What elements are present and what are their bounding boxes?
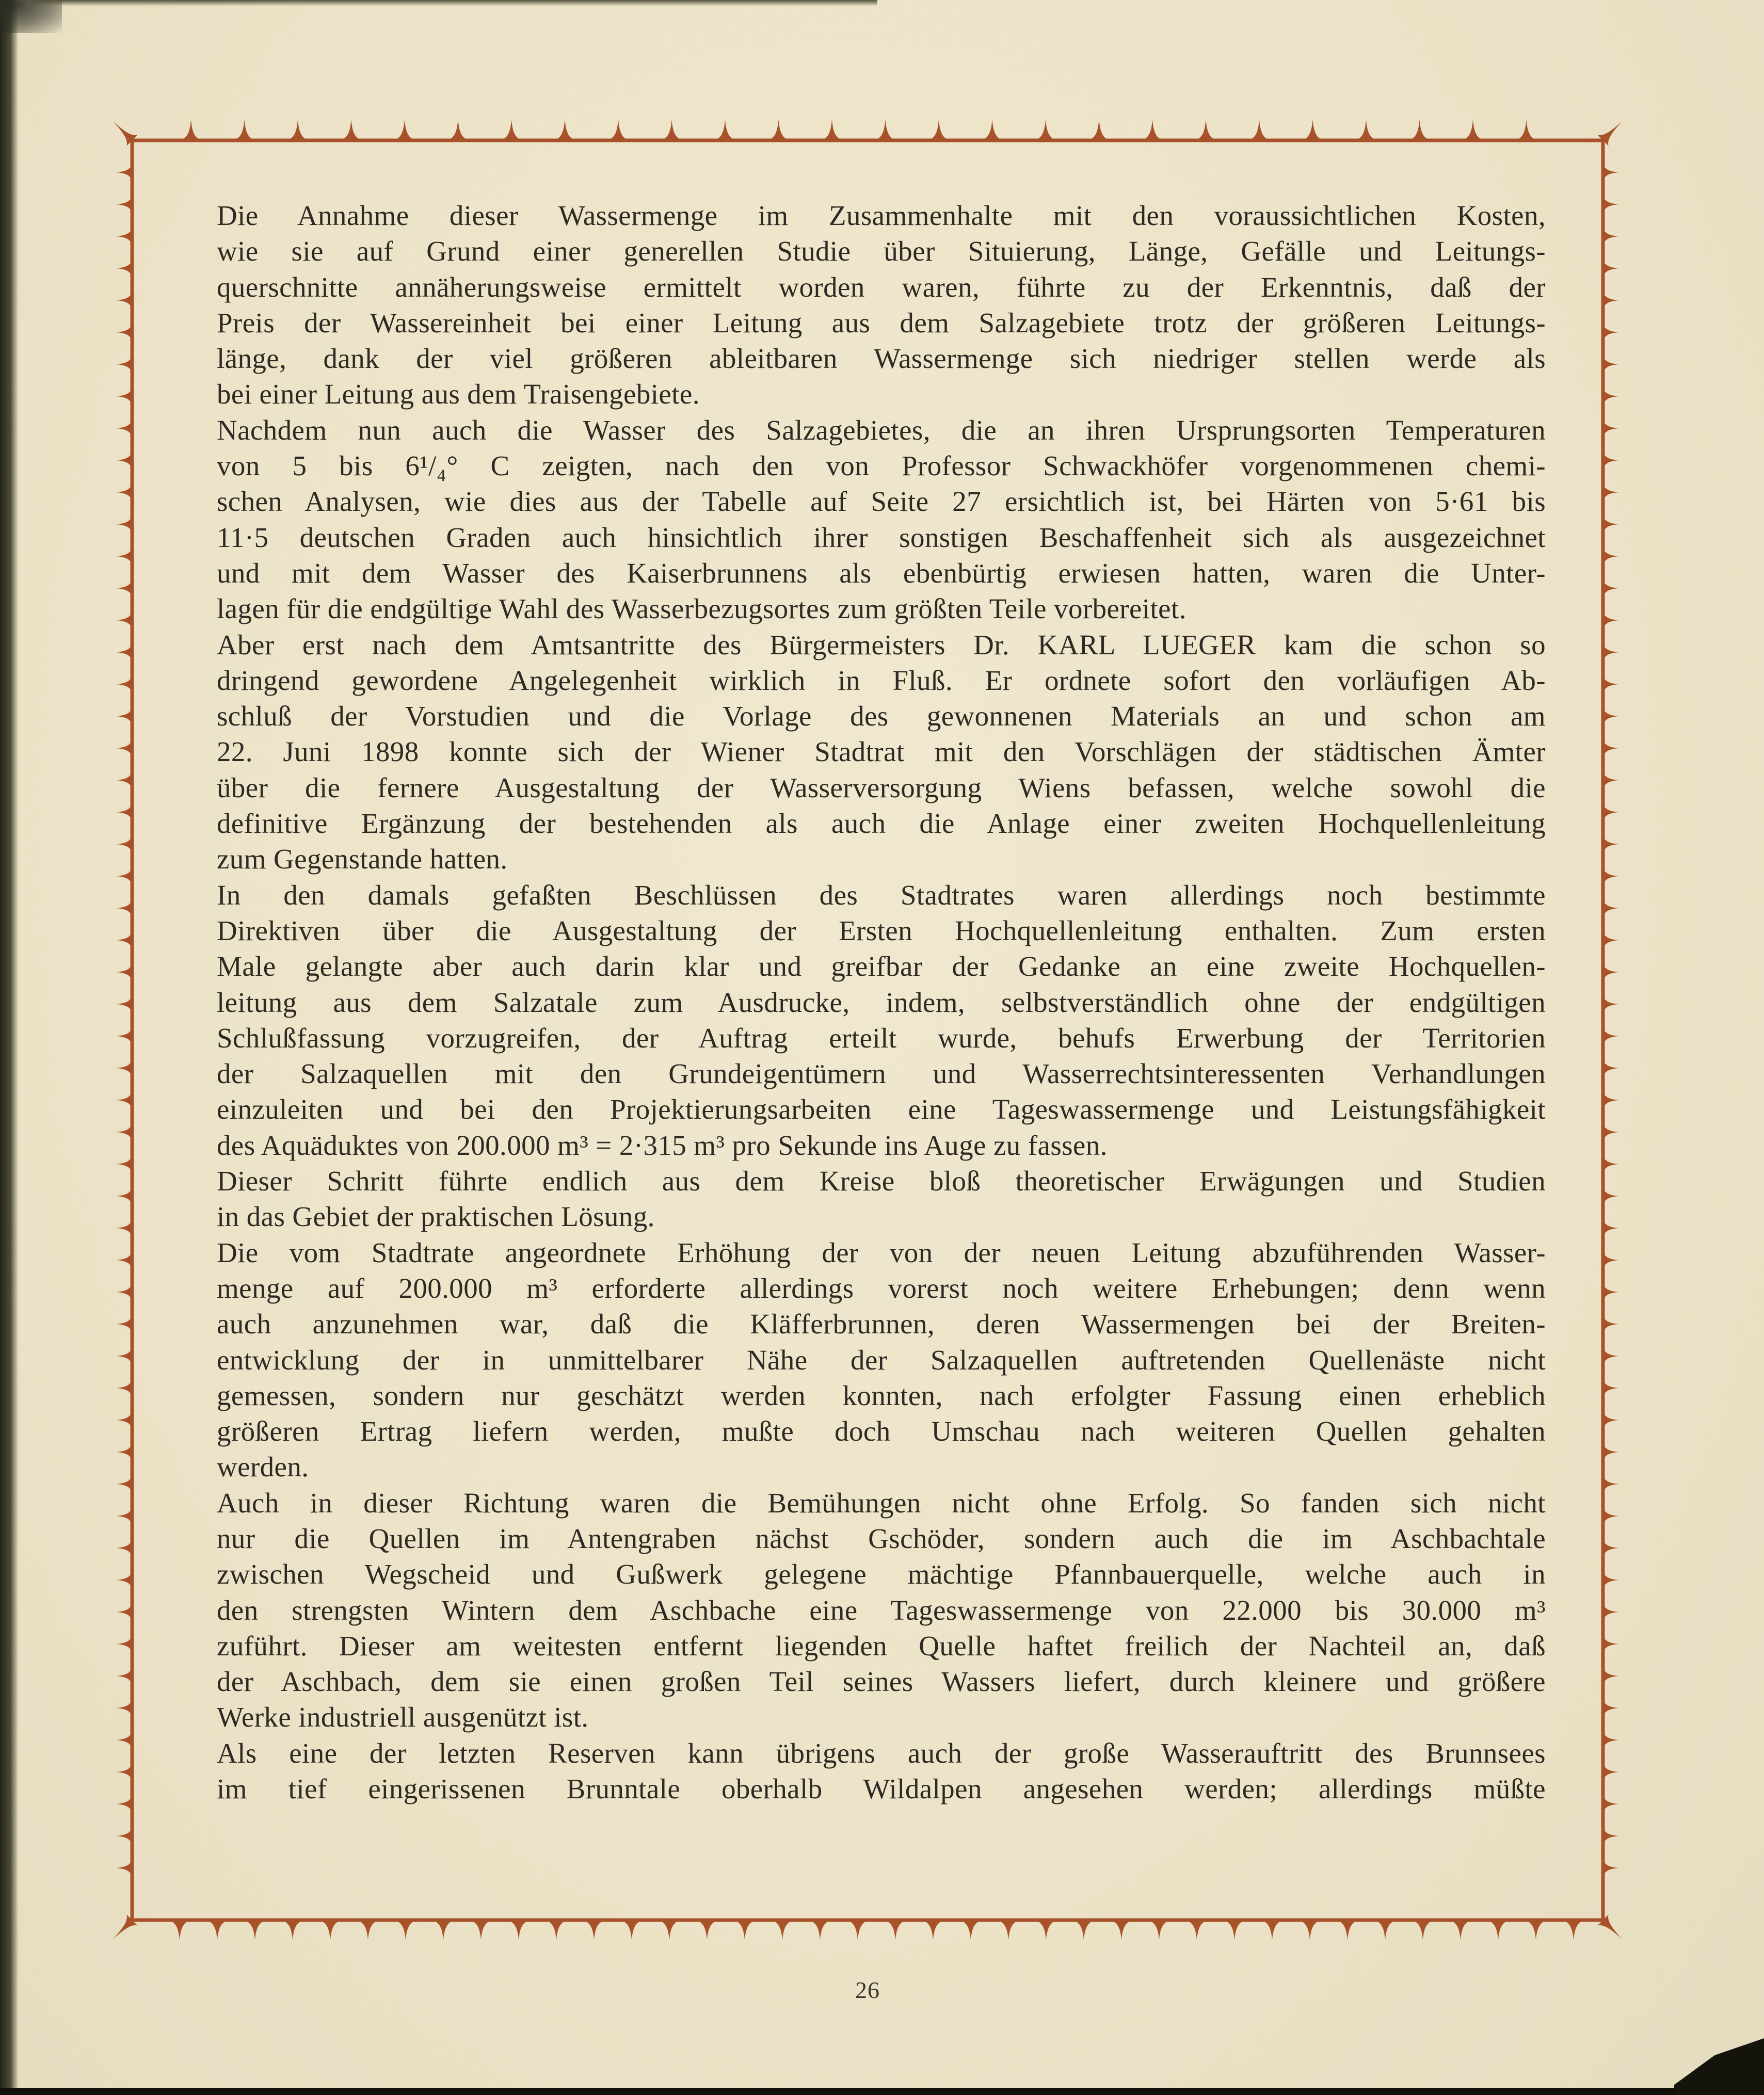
text-line: über die fernere Ausgestaltung der Wasserversorgung Wiens befassen, welche sowohl die: [217, 771, 1546, 803]
text-line: im tief eingerissenen Brunntale oberhalb Wildalpen angesehen werden; allerdings müßte: [217, 1773, 1546, 1805]
text-line: definitive Ergänzung der bestehenden als auch die Anlage einer zweiten Hochquellenleitung: [217, 808, 1546, 840]
page-number: 26: [855, 1977, 880, 2003]
text-line: zwischen Wegscheid und Gußwerk gelegene mächtige Pfannbauerquelle, welche auch in: [217, 1558, 1546, 1590]
scan-edge-shadow-left: [0, 0, 19, 2095]
text-line: Schlußfassung vorzugreifen, der Auftrag erteilt wurde, behufs Erwerbung der Territorien: [217, 1022, 1546, 1054]
text-line: lagen für die endgültige Wahl des Wasserbezugsortes zum größten Teile vorbereitet.: [217, 593, 1186, 625]
text-line: in das Gebiet der praktischen Lösung.: [217, 1201, 655, 1233]
text-line: der Aschbach, dem sie einen großen Teil seines Wassers liefert, durch kleinere und größere: [217, 1666, 1546, 1698]
text-line: Direktiven über die Ausgestaltung der Ersten Hochquellenleitung enthalten. Zum ersten: [217, 914, 1546, 946]
text-line: Aber erst nach dem Amtsantritte des Bürgermeisters Dr. KARL LUEGER kam die schon so: [217, 628, 1546, 660]
text-line: In den damals gefaßten Beschlüssen des Stadtrates waren allerdings noch bestimmte: [217, 879, 1546, 911]
text-line: von 5 bis 6¹/₄° C zeigten, nach den von Professor Schwackhöfer vorgenommenen chemi-: [217, 450, 1546, 482]
text-line: 22. Juni 1898 konnte sich der Wiener Stadtrat mit den Vorschlägen der städtischen Ämter: [217, 736, 1546, 768]
text-line: wie sie auf Grund einer generellen Studie über Situierung, Länge, Gefälle und Leitungs-: [217, 235, 1546, 267]
text-line: Die Annahme dieser Wassermenge im Zusammenhalte mit den voraussichtlichen Kosten,: [217, 200, 1546, 231]
text-line: Als eine der letzten Reserven kann übrigens auch der große Wasserauftritt des Brunnsees: [217, 1737, 1546, 1769]
text-line: zuführt. Dieser am weitesten entfernt liegenden Quelle haftet freilich der Nachteil an, daß: [217, 1630, 1546, 1662]
text-line: gemessen, sondern nur geschätzt werden konnten, nach erfolgter Fassung einen erheblich: [217, 1379, 1546, 1411]
text-line: Preis der Wassereinheit bei einer Leitung aus dem Salzagebiete trotz der größeren Leitungs-: [217, 307, 1546, 339]
text-line: Dieser Schritt führte endlich aus dem Kreise bloß theoretischer Erwägungen und Studien: [217, 1165, 1546, 1197]
text-line: schluß der Vorstudien und die Vorlage des gewonnenen Materials an und schon am: [217, 700, 1546, 732]
text-line: des Aquäduktes von 200.000 m³ = 2·315 m³ pro Sekunde ins Auge zu fassen.: [217, 1129, 1108, 1161]
text-line: einzuleiten und bei den Projektierungsarbeiten eine Tageswassermenge und Leistungsfähigkeit: [217, 1093, 1546, 1125]
text-line: Die vom Stadtrate angeordnete Erhöhung der von der neuen Leitung abzuführenden Wasser-: [217, 1236, 1546, 1268]
text-line: entwicklung der in unmittelbarer Nähe der Salzaquellen auftretenden Quellenäste nicht: [217, 1344, 1546, 1376]
text-line: nur die Quellen im Antengraben nächst Gschöder, sondern auch die im Aschbachtale: [217, 1522, 1546, 1554]
text-line: leitung aus dem Salzatale zum Ausdrucke, indem, selbstverständlich ohne der endgültigen: [217, 986, 1546, 1018]
text-line: 11·5 deutschen Graden auch hinsichtlich ihrer sonstigen Beschaffenheit sich als ausgezeichnet: [217, 521, 1546, 553]
text-line: der Salzaquellen mit den Grundeigentümern und Wasserrechtsinteressenten Verhandlungen: [217, 1058, 1546, 1090]
text-line: länge, dank der viel größeren ableitbaren Wassermenge sich niedriger stellen werde als: [217, 343, 1546, 375]
text-line: Auch in dieser Richtung waren die Bemühungen nicht ohne Erfolg. So fanden sich nicht: [217, 1487, 1546, 1519]
text-line: querschnitte annäherungsweise ermittelt worden waren, führte zu der Erkenntnis, daß der: [217, 271, 1546, 303]
text-line: dringend gewordene Angelegenheit wirklich in Fluß. Er ordnete sofort den vorläufigen Ab-: [217, 664, 1546, 696]
text-line: bei einer Leitung aus dem Traisengebiete.: [217, 378, 700, 410]
text-line: zum Gegenstande hatten.: [217, 843, 508, 875]
text-line: den strengsten Wintern dem Aschbache eine Tageswassermenge von 22.000 bis 30.000 m³: [217, 1594, 1546, 1626]
text-line: Male gelangte aber auch darin klar und greifbar der Gedanke an eine zweite Hochquellen-: [217, 950, 1546, 982]
text-line: größeren Ertrag liefern werden, mußte doch Umschau nach weiteren Quellen gehalten: [217, 1415, 1546, 1447]
text-line: Nachdem nun auch die Wasser des Salzagebietes, die an ihren Ursprungsorten Temperaturen: [217, 414, 1546, 446]
text-line: und mit dem Wasser des Kaiserbrunnens als ebenbürtig erwiesen hatten, waren die Unter-: [217, 557, 1546, 589]
scan-edge-shadow-top: [31, 0, 877, 6]
text-line: Werke industriell ausgenützt ist.: [217, 1701, 589, 1733]
scan-edge-shadow-bottom: [0, 2088, 1764, 2095]
text-block: [217, 198, 1546, 1807]
text-line: auch anzunehmen war, daß die Kläfferbrunnen, deren Wassermengen bei der Breiten-: [217, 1308, 1546, 1340]
text-line: werden.: [217, 1451, 309, 1483]
text-line: menge auf 200.000 m³ erforderte allerdings vorerst noch weitere Erhebungen; denn wenn: [217, 1272, 1546, 1304]
text-line: schen Analysen, wie dies aus der Tabelle auf Seite 27 ersichtlich ist, bei Härten von 5·61 bis: [217, 486, 1546, 518]
